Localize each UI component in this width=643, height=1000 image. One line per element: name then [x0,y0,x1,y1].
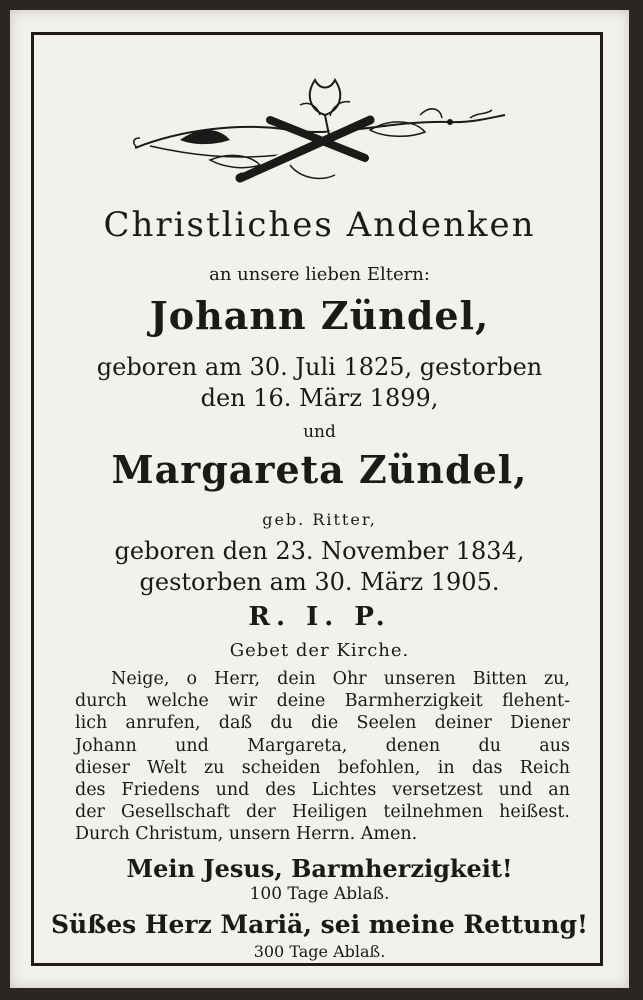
card-heading: Christliches Andenken [103,205,536,245]
rip-text: R. I. P. [248,602,391,632]
person2-maiden-name: geb. Ritter, [262,510,377,529]
prayer-line: Johann und Margareta, denen du aus [75,735,570,756]
person2-dates-line1: geboren den 23. November 1834, [114,537,525,565]
prayer-line: der Gesellschaft der Heiligen teilnehmen heißest. [75,802,570,823]
prayer-line: lich anrufen, daß du die Seelen deiner Diener [75,713,570,734]
invocation-mary: Süßes Herz Mariä, sei meine Rettung! [50,910,589,939]
cross-with-lilies-icon [120,60,510,200]
prayer-line: dieser Welt zu scheiden befohlen, in das Reich [75,757,570,778]
indulgence-100: 100 Tage Ablaß. [249,884,390,904]
memorial-card [10,10,629,988]
person1-dates-line2: den 16. März 1899, [200,384,439,412]
person2-dates-line2: gestorben am 30. März 1905. [139,568,500,596]
prayer-line: Neige, o Herr, dein Ohr unseren Bitten zu, [111,669,570,689]
invocation-jesus: Mein Jesus, Barmherzigkeit! [126,854,513,883]
prayer-line: Durch Christum, unsern Herrn. Amen. [75,824,418,845]
prayer-line: des Friedens und des Lichtes versetzest und an [75,780,570,801]
conjunction: und [303,422,336,442]
subheading: an unsere lieben Eltern: [209,264,430,285]
prayer-text [75,668,570,846]
indulgence-300: 300 Tage Ablaß. [253,942,386,961]
person2-name: Margareta Zündel, [111,447,528,492]
prayer-line: durch welche wir deine Barmherzigkeit flehent- [75,691,570,712]
person1-dates-line1: geboren am 30. Juli 1825, gestorben [96,353,543,381]
prayer-title: Gebet der Kirche. [229,640,410,661]
person1-name: Johann Zündel, [149,293,490,338]
